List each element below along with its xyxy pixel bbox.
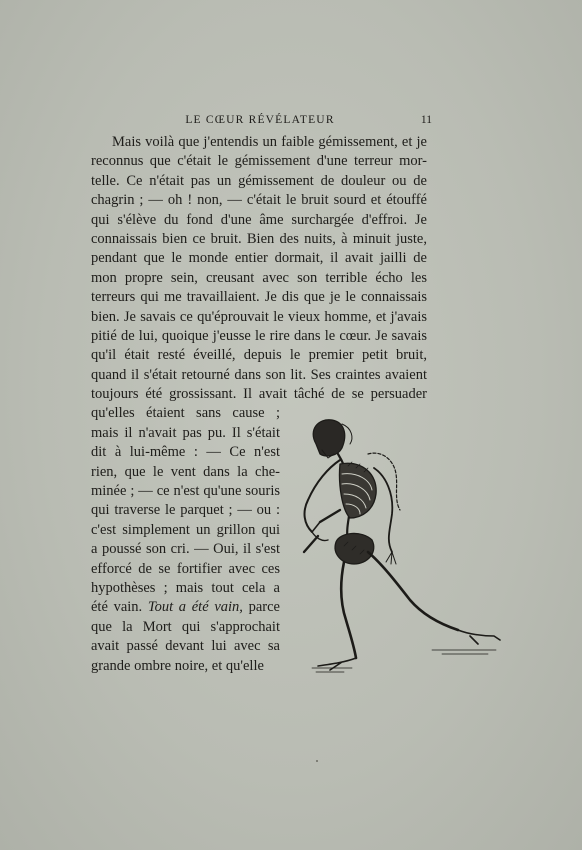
text-line: quand il s'était retourné dans son lit. Ses craintes avaient: [91, 366, 427, 383]
skeleton-engraving: [282, 414, 508, 676]
italic-phrase: Tout a été vain,: [147, 599, 243, 616]
text-line: connaissais bien ce bruit. Bien des nuits, à minuit juste,: [91, 230, 427, 247]
text-line: minée ; — ce n'est qu'une souris: [91, 483, 280, 500]
page-number: 11: [420, 114, 432, 126]
text-line: a poussé son cri. — Oui, il s'est: [91, 541, 280, 558]
text-line: qu'elles étaient sans cause ;: [91, 405, 280, 422]
text-line: reconnus que c'était le gémissement d'une terreur mor-: [91, 153, 427, 170]
text-line: terreurs qui me travaillaient. Je dis que je le connaissais: [91, 289, 427, 306]
text-segment: été vain.: [91, 599, 143, 616]
running-title: LE CŒUR RÉVÉLATEUR: [185, 114, 335, 126]
text-line: Mais voilà que j'entendis un faible gémissement, et je: [112, 134, 427, 150]
text-line: qu'il était resté éveillé, depuis le premier petit bruit,: [91, 347, 427, 364]
text-line: qui traverse le parquet ; — ou :: [91, 502, 280, 519]
paper-speck: [316, 760, 318, 762]
text-line: avait passé devant lui avec sa: [91, 638, 280, 655]
text-line: bien. Je savais ce qu'éprouvait le vieux homme, et j'avais: [91, 308, 427, 325]
text-line: dit à lui-même : — Ce n'est: [91, 444, 280, 461]
text-line: mon propre sein, creusant avec son terrible écho les: [91, 269, 427, 286]
text-line: c'est simplement un grillon qui: [91, 521, 280, 538]
text-line: rien, que le vent dans la che-: [91, 463, 280, 480]
text-line: hypothèses ; mais tout cela a: [91, 579, 280, 596]
text-segment: parce: [242, 599, 280, 616]
running-header: [88, 114, 432, 130]
text-line: qui s'élève du fond d'une âme surchargée d'effroi. Je: [91, 211, 427, 228]
text-line: telle. Ce n'était pas un gémissement de douleur ou de: [91, 172, 427, 189]
text-line: que la Mort qui s'approchait: [91, 618, 280, 635]
text-line: chagrin ; — oh ! non, — c'était le bruit sourd et étouffé: [91, 192, 427, 209]
text-line: grande ombre noire, et qu'elle: [91, 657, 264, 674]
text-line: mais il n'avait pas pu. Il s'était: [91, 424, 280, 441]
text-line: efforcé de se fortifier avec ces: [91, 560, 280, 577]
text-line-mixed: [91, 598, 280, 617]
text-line: toujours été grossissant. Il avait tâché de se persuader: [91, 386, 427, 403]
text-line: pitié de lui, quoique j'eusse le rire dans le cœur. Je savais: [91, 327, 427, 344]
text-line: pendant que le monde entier dormait, il avait jailli de: [91, 250, 427, 267]
